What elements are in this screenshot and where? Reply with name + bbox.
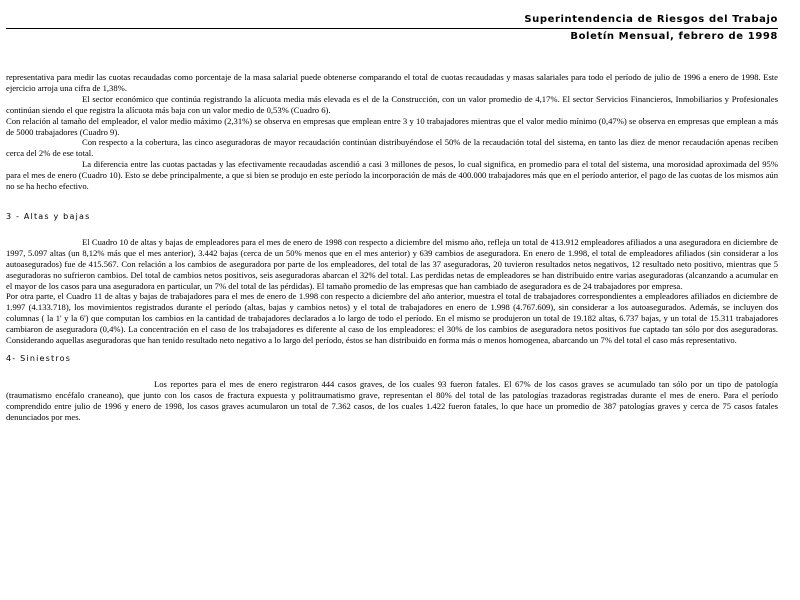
section-heading-siniestros: 4- Siniestros <box>6 353 72 363</box>
section-heading-altas-bajas: 3 - Altas y bajas <box>6 211 91 221</box>
paragraph-coverage: Con respecto a la cobertura, las cinco aseguradoras de mayor recaudación continúan distribuyéndose el 50% de la recaudación total del sistema, en tanto las diez de menor recaudación apenas reciben cerca del 2% de ese total. <box>6 137 778 159</box>
header-rule <box>6 28 778 29</box>
paragraph-sector: El sector económico que continúa registrando la alícuota media más elevada es el de la Construcción, con un valor promedio de 4,17%. El sector Servicios Financieros, Inmobiliarios y Profesionales continúan siendo el que registra la alícuota más baja con un valor medio de 0,53% (Cuadro 6). <box>6 93 778 115</box>
header-org <box>524 14 778 25</box>
header-org-title: Superintendencia de Riesgos del Trabajo <box>524 14 778 25</box>
paragraph-employers-movements: El Cuadro 10 de altas y bajas de empleadores para el mes de enero de 1998 con respecto a diciembre del mismo año, refleja un total de 413.912 empleadores afiliados a una aseguradora en diciembre de 1997, 5.097 altas (un 8,12% más que el mes anterior), 3.442 bajas (cerca de un 50% menos que en el mes anterior) y 639 cambios de aseguradora. En enero de 1.998, el total de empleadores afiliados (sin considerar a los autoasegurados) fue de 415.567. Con relación a los cambios de aseguradora por parte de los empleadores, del total de las 37 aseguradoras, 20 tuvieron resultados netos negativos, 12 resultado neto positivo, mientras que 5 aseguradoras no sufrieron cambios. Del total de cambios netos positivos, seis aseguradoras abarcan el 32% del total. Las perdidas netas de empleadores se han distribuido entre varias aseguradoras (alcanzando a acumular en el mayor de los casos para una aseguradora en particular, un 7% del total de las pérdidas). El tamaño promedio de las empresas que han cambiado de aseguradora es de 24 trabajadores por empresa. <box>6 236 778 291</box>
paragraph-employer-size: Con relación al tamaño del empleador, el valor medio máximo (2,31%) se observa en empresas que emplean entre 3 y 10 trabajadores mientras que el valor medio mínimo (0,47%) se observa en empresas que emplean a más de 5000 trabajadores (Cuadro 9). <box>6 115 778 137</box>
paragraph-arrears: La diferencia entre las cuotas pactadas y las efectivamente recaudadas ascendió a casi 3 millones de pesos, lo cual significa, en promedio para el total del sistema, una morosidad aproximada del 95% para el mes de enero (Cuadro 10). Esto se debe principalmente, a que si bien se produjo en este período la incorporación de más de 400.000 trabajadores más que en el período anterior, el pago de las cuotas de los mismos aún no se ha hecho efectivo. <box>6 159 778 192</box>
paragraph-workers-movements: Por otra parte, el Cuadro 11 de altas y bajas de trabajadores para el mes de enero de 1.998 con respecto a diciembre del año anterior, muestra el total de trabajadores correspondientes a empleadores afiliados en diciembre de 1.997 (4.133.718), los movimientos registrados durante el período (altas, bajas y cambios netos) y el total de trabajadores en enero de 1.998 (4.767.609), sin considerar a los autoasegurados. Además, se incluyen dos columnas ( la 1' y la 6') que computan los cambios en la cantidad de trabajadores declarados a lo largo de todo el período. En el mismo se produjeron un total de 19.182 altas, 6.737 bajas, y un total de 15.311 trabajadores cambiaron de aseguradora (0,4%). La concentración en el caso de los trabajadores es diferente al caso de los empleadores: el 30% de los cambios de aseguradora netos positivos fue captado tan sólo por dos aseguradoras. Considerando aquellas aseguradoras que han tenido resultado neto negativo a lo largo del período, éstos se han distribuido en forma más o menos homogenea, abarcando un 7% del total el caso más representativo. <box>6 291 778 346</box>
paragraph-intro: representativa para medir las cuotas recaudadas como porcentaje de la masa salarial puede obtenerse comparando el total de cuotas recaudadas y masas salariales para todo el período de julio de 1996 a enero de 1998. Este ejercicio arroja una cifra de 1,38%. <box>6 72 778 93</box>
header-bulletin-title: Boletín Mensual, febrero de 1998 <box>570 31 778 42</box>
document-body <box>6 72 778 422</box>
paragraph-accidents: Los reportes para el mes de enero registraron 444 casos graves, de los cuales 93 fueron fatales. El 67% de los casos graves se acumulado tan sólo por un tipo de patología (traumatismo encéfalo craneano), que junto con los casos de fractura expuesta y politraumatismo grave, representan el 80% del total de las patologías trazadoras registradas durante el mes de enero. Para el período comprendido entre julio de 1996 y enero de 1998, los casos graves acumularon un total de 7.362 casos, de los cuales 1.422 fueron fatales, lo que hace un promedio de 387 patologías graves y cerca de 75 casos fatales denunciados por mes. <box>6 378 778 422</box>
